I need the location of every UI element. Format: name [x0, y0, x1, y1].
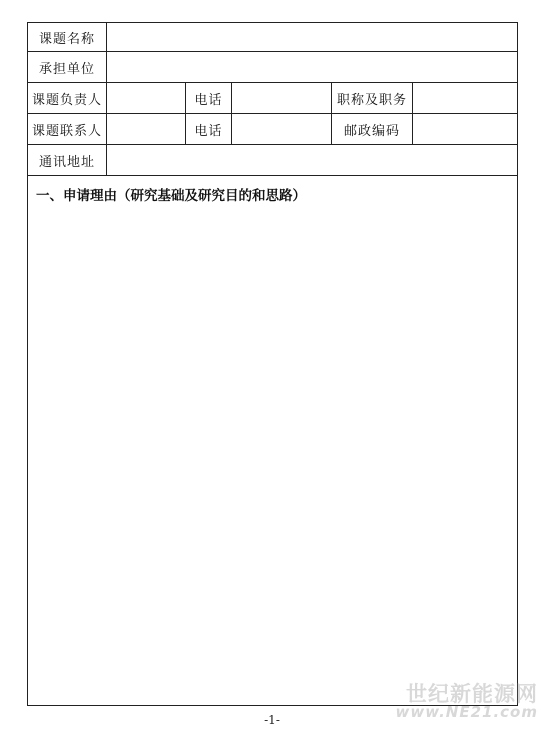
leader-title-field[interactable] — [413, 83, 517, 113]
row-topic-name — [28, 23, 517, 52]
unit-field[interactable] — [107, 52, 517, 82]
row-unit — [28, 52, 517, 83]
leader-phone-field[interactable] — [232, 83, 332, 113]
topic-name-label: 课题名称 — [28, 23, 107, 51]
application-form — [27, 22, 518, 706]
contact-phone-field[interactable] — [232, 114, 332, 144]
leader-label: 课题负责人 — [28, 83, 107, 113]
application-reason-body[interactable] — [36, 207, 508, 697]
section-title-application-reason: 一、申请理由（研究基础及研究目的和思路） — [36, 188, 306, 204]
contact-postcode-label: 邮政编码 — [332, 114, 413, 144]
topic-name-field[interactable] — [107, 23, 517, 51]
leader-title-label: 职称及职务 — [332, 83, 413, 113]
contact-phone-label: 电话 — [186, 114, 232, 144]
contact-field[interactable] — [107, 114, 186, 144]
watermark-logo — [395, 684, 538, 720]
watermark-url: www.NE21.com — [395, 703, 538, 721]
contact-label: 课题联系人 — [28, 114, 107, 144]
contact-postcode-field[interactable] — [413, 114, 517, 144]
row-contact — [28, 114, 517, 145]
watermark-name: 世纪新能源网 — [406, 682, 538, 706]
unit-label: 承担单位 — [28, 52, 107, 82]
address-label: 通讯地址 — [28, 145, 107, 175]
leader-phone-label: 电话 — [186, 83, 232, 113]
page-number: -1- — [264, 713, 280, 727]
leader-field[interactable] — [107, 83, 186, 113]
row-address — [28, 145, 517, 176]
address-field[interactable] — [107, 145, 517, 175]
row-leader — [28, 83, 517, 114]
